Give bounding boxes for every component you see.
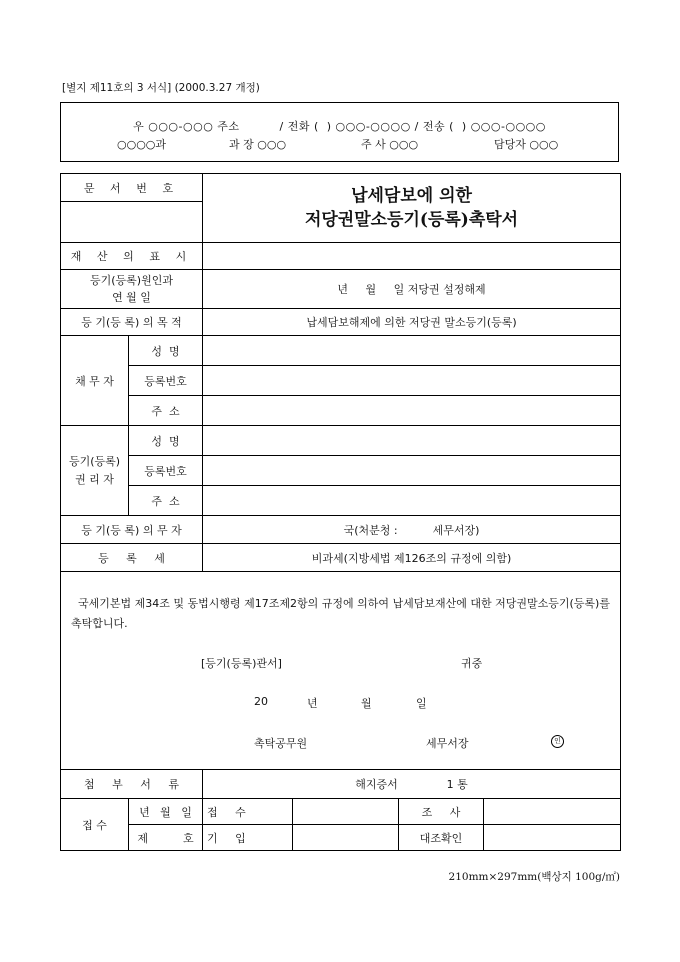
debtor-name-value[interactable] [203, 336, 621, 366]
date-year-unit: 년 [307, 697, 318, 710]
regtax-value: 비과세(지방세법 제126조의 규정에 의함) [203, 544, 621, 572]
statement-text [71, 594, 612, 634]
inspect-label: 조 사 [399, 799, 484, 825]
rightholder-name-label: 성 명 [129, 426, 203, 456]
obligor-label: 등 기(등 록) 의 무 자 [61, 516, 203, 544]
statement-section [61, 572, 621, 770]
property-value[interactable] [203, 243, 621, 270]
property-label: 재 산 의 표 시 [61, 243, 203, 270]
commission-form-table [60, 173, 621, 851]
department: ○○○○과 [117, 138, 167, 151]
form-title [203, 174, 621, 243]
debtor-name-label: 성 명 [129, 336, 203, 366]
date-day-unit: 일 [416, 697, 427, 710]
paper-spec: 210mm×297mm(백상지 100g/㎡) [448, 871, 620, 883]
obligor-value: 국(처분청 : 세무서장) [203, 516, 621, 544]
debtor-label: 채 무 자 [61, 336, 129, 426]
form-reference: [별지 제11호의 3 서식] (2000.3.27 개정) [62, 82, 260, 94]
regtax-label: 등 록 세 [61, 544, 203, 572]
debtor-regno-label: 등록번호 [129, 366, 203, 396]
commissioner-label: 촉탁공무원 [254, 737, 308, 750]
statement-body: 국세기본법 제34조 및 동법시행령 제17조제2항의 규정에 의하여 납세담보재산에 대한 저당권말소등기(등록)를 촉탁합니다. [71, 597, 610, 630]
attachments-value: 해지증서 1 통 [203, 770, 621, 799]
verify-value[interactable] [484, 825, 621, 851]
cause-date-label [61, 270, 203, 309]
staff-officer: 주 사 ○○○ [361, 138, 419, 151]
date-year: 20 [254, 695, 268, 708]
registry-office: [등기(등록)관서] [201, 657, 282, 670]
rightholder-regno-value[interactable] [203, 456, 621, 486]
receipt-date-label: 년 월 일 [129, 799, 203, 825]
entry-label: 기 입 [203, 825, 293, 851]
rightholder-address-label: 주 소 [129, 486, 203, 516]
cause-label-line-1: 등기(등록)원인과 [90, 274, 173, 287]
issuer-header-box [60, 102, 619, 162]
inspect-value[interactable] [484, 799, 621, 825]
debtor-address-value[interactable] [203, 396, 621, 426]
rightholder-label-line-2: 권 리 자 [75, 472, 114, 486]
title-line-2: 저당권말소등기(등록)촉탁서 [304, 210, 519, 230]
title-line-1: 납세담보에 의한 [351, 186, 472, 206]
rightholder-label-line-1: 등기(등록) [68, 454, 121, 468]
receive-label: 접 수 [203, 799, 293, 825]
cause-label-line-2: 연 월 일 [112, 291, 151, 304]
doc-number-label: 문 서 번 호 [61, 174, 203, 202]
receive-value[interactable] [293, 799, 399, 825]
attachments-label: 첨 부 서 류 [61, 770, 203, 799]
cause-date-value: 년 월 일 저당권 설정해제 [203, 270, 621, 309]
verify-label: 대조확인 [399, 825, 484, 851]
entry-value[interactable] [293, 825, 399, 851]
debtor-address-label: 주 소 [129, 396, 203, 426]
rightholder-name-value[interactable] [203, 426, 621, 456]
commissioner-title: 세무서장 [426, 737, 469, 750]
debtor-regno-value[interactable] [203, 366, 621, 396]
purpose-label: 등 기(등 록) 의 목 적 [61, 309, 203, 336]
rightholder-address-value[interactable] [203, 486, 621, 516]
person-in-charge: 담당자 ○○○ [494, 138, 559, 151]
rightholder-label [61, 426, 129, 516]
section-chief: 과 장 ○○○ [229, 138, 287, 151]
doc-number-value[interactable] [61, 202, 203, 243]
date-month-unit: 월 [361, 697, 372, 710]
honorific: 귀중 [461, 657, 483, 670]
seal-mark: 인 [551, 735, 564, 748]
address-contact-line: 우 ○○○-○○○ 주소 / 전화 ( ) ○○○-○○○○ / 전송 ( ) ○○○-○○○○ [133, 120, 546, 133]
purpose-value: 납세담보해제에 의한 저당권 말소등기(등록) [203, 309, 621, 336]
receipt-label: 접 수 [61, 799, 129, 851]
rightholder-regno-label: 등록번호 [129, 456, 203, 486]
receipt-number-label: 제 호 [129, 825, 203, 851]
